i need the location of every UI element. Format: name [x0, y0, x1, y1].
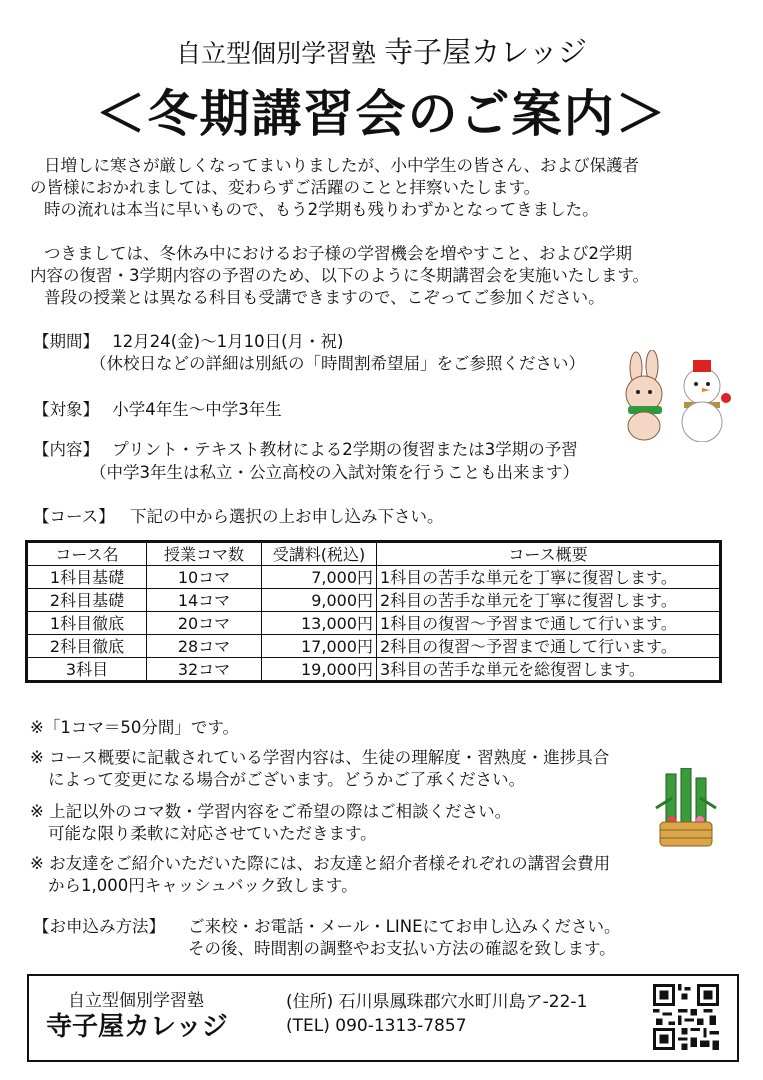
content-row — [33, 436, 578, 460]
course-name-cell: 1科目基礎 — [28, 566, 147, 589]
course-name-cell: 2科目基礎 — [28, 589, 147, 612]
intro-p1-line-1: 日増しに寒さが厳しくなってまいりましたが、小中学生の皆さん、および保護者 — [44, 156, 639, 175]
table-row — [28, 658, 720, 681]
course-value: 下記の中から選択の上お申し込み下さい。 — [129, 507, 444, 526]
note-2-line-2: によって変更になる場合がございます。どうかご了承ください。 — [48, 770, 526, 789]
qr-code-icon — [653, 984, 719, 1050]
course-name-cell: 3科目 — [28, 658, 147, 681]
course-label: 【コース】 — [33, 507, 115, 526]
lesson-count-cell: 20コマ — [147, 612, 262, 635]
apply-line-2: その後、時間割の調整やお支払い方法の確認を致します。 — [188, 939, 616, 958]
col-header-fee: 受講料(税込) — [262, 543, 377, 566]
fee-cell: 7,000円 — [262, 566, 377, 589]
lesson-count-cell: 10コマ — [147, 566, 262, 589]
period-row — [33, 328, 343, 352]
intro-paragraph-2 — [30, 243, 649, 309]
period-note: （休校日などの詳細は別紙の「時間割希望届」をご参照ください） — [90, 354, 585, 373]
footer-subtitle: 自立型個別学習塾 — [68, 991, 204, 1011]
lesson-count-cell: 32コマ — [147, 658, 262, 681]
fee-cell: 17,000円 — [262, 635, 377, 658]
header-subtitle — [0, 30, 763, 71]
content-value: プリント・テキスト教材による2学期の復習または3学期の予習 — [112, 440, 578, 459]
note-3-line-2: 可能な限り柔軟に対応させていただきます。 — [48, 824, 377, 843]
course-table — [27, 542, 720, 681]
fee-cell: 13,000円 — [262, 612, 377, 635]
summary-cell: 1科目の復習～予習まで通して行います。 — [377, 612, 720, 635]
content-note: （中学3年生は私立・公立高校の入試対策を行うことも出来ます） — [90, 463, 579, 482]
course-name-cell: 2科目徹底 — [28, 635, 147, 658]
fee-cell: 19,000円 — [262, 658, 377, 681]
table-row — [28, 566, 720, 589]
table-header-row — [28, 543, 720, 566]
period-value: 12月24(金)～1月10日(月・祝) — [112, 332, 344, 351]
target-label: 【対象】 — [33, 400, 99, 419]
course-name-cell: 1科目徹底 — [28, 612, 147, 635]
footer-address: (住所) 石川県鳳珠郡穴水町川島ア-22-1 — [286, 992, 588, 1012]
snowman-rabbit-illustration — [614, 350, 734, 442]
summary-cell: 3科目の苦手な単元を総復習します。 — [377, 658, 720, 681]
intro-p1-line-3: 時の流れは本当に早いもので、もう2学期も残りわずかとなってきました。 — [44, 200, 599, 219]
col-header-summary: コース概要 — [377, 543, 720, 566]
footer-brand: 寺子屋カレッジ — [46, 1012, 228, 1042]
header-subtitle-text: 自立型個別学習塾 — [176, 39, 377, 68]
apply-line-1: ご来校・お電話・メール・LINEにてお申し込みください。 — [188, 917, 621, 936]
content-label: 【内容】 — [33, 440, 99, 459]
col-header-course-name: コース名 — [28, 543, 147, 566]
intro-p2-line-2: 内容の復習・3学期内容の予習のため、以下のように冬期講習会を実施いたします。 — [30, 266, 650, 285]
summary-cell: 2科目の苦手な単元を丁寧に復習します。 — [377, 589, 720, 612]
table-row — [28, 589, 720, 612]
intro-p2-line-3: 普段の授業とは異なる科目も受講できますので、こぞってご参加ください。 — [44, 288, 605, 307]
fee-cell: 9,000円 — [262, 589, 377, 612]
col-header-lesson-count: 授業コマ数 — [147, 543, 262, 566]
intro-p2-line-1: つきましては、冬休み中におけるお子様の学習機会を増やすこと、および2学期 — [44, 244, 632, 263]
summary-cell: 1科目の苦手な単元を丁寧に復習します。 — [377, 566, 720, 589]
note-1: ※「1コマ＝50分間」です。 — [30, 718, 239, 737]
target-row — [33, 396, 282, 420]
note-2-line-1: ※ コース概要に記載されている学習内容は、生徒の理解度・習熟度・進捗具合 — [30, 748, 610, 767]
table-row — [28, 612, 720, 635]
note-4-line-2: から1,000円キャッシュバック致します。 — [48, 876, 358, 895]
table-row — [28, 635, 720, 658]
period-label: 【期間】 — [33, 332, 99, 351]
footer-tel: (TEL) 090-1313-7857 — [286, 1016, 467, 1036]
target-value: 小学4年生～中学3年生 — [112, 400, 282, 419]
note-3-line-1: ※ 上記以外のコマ数・学習内容をご希望の際はご相談ください。 — [30, 802, 512, 821]
summary-cell: 2科目の復習～予習まで通して行います。 — [377, 635, 720, 658]
note-4-line-1: ※ お友達をご紹介いただいた際には、お友達と紹介者様それぞれの講習会費用 — [30, 854, 611, 873]
course-row — [33, 503, 443, 527]
page-title: ＜冬期講習会のご案内＞ — [95, 85, 668, 143]
header-brand: 寺子屋カレッジ — [384, 35, 587, 69]
apply-label: 【お申込み方法】 — [33, 917, 165, 936]
intro-paragraph-1 — [30, 155, 639, 221]
lesson-count-cell: 14コマ — [147, 589, 262, 612]
lesson-count-cell: 28コマ — [147, 635, 262, 658]
kadomatsu-illustration — [652, 768, 720, 848]
intro-p1-line-2: の皆様におかれましては、変わらずご活躍のことと拝察いたします。 — [30, 178, 541, 197]
